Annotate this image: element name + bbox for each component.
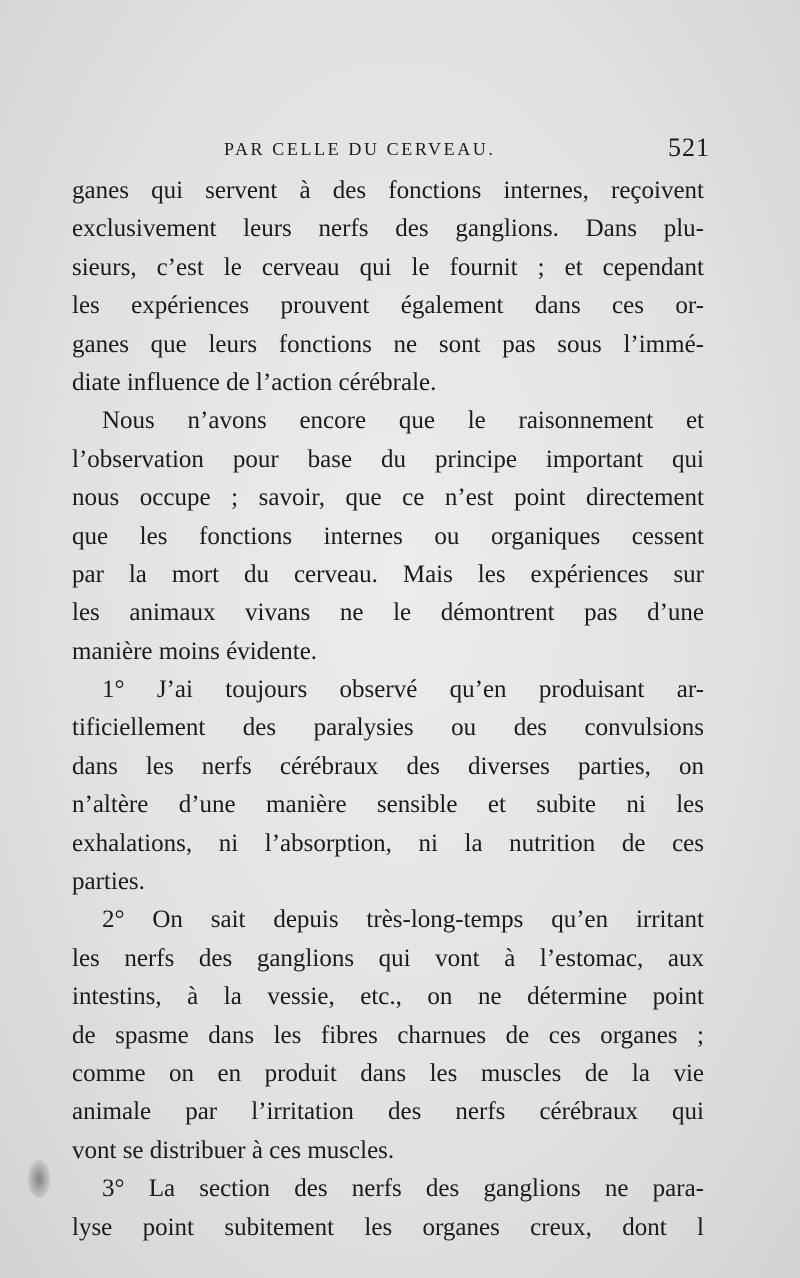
text-line: animale par l’irritation des nerfs cérébraux qui bbox=[72, 1098, 704, 1126]
text-line: ganes que leurs fonctions ne sont pas sous l’immé- bbox=[72, 330, 704, 358]
text-line: 3° La section des nerfs des ganglions ne para- bbox=[102, 1175, 704, 1203]
text-line: exclusivement leurs nerfs des ganglions. Dans plu- bbox=[72, 215, 704, 243]
text-line: les expériences prouvent également dans ces or- bbox=[72, 292, 704, 320]
text-line: les nerfs des ganglions qui vont à l’estomac, aux bbox=[72, 944, 704, 972]
paragraph bbox=[72, 1170, 704, 1247]
paragraph bbox=[72, 671, 704, 901]
text-line: les animaux vivans ne le démontrent pas d’une bbox=[72, 599, 704, 627]
text-line: par la mort du cerveau. Mais les expériences sur bbox=[72, 560, 704, 588]
text-line: ganes qui servent à des fonctions internes, reçoivent bbox=[72, 177, 704, 204]
text-line: intestins, à la vessie, etc., on ne détermine point bbox=[72, 983, 704, 1011]
text-line: dans les nerfs cérébraux des diverses parties, on bbox=[72, 752, 704, 780]
text-line: nous occupe ; savoir, que ce n’est point directement bbox=[72, 484, 704, 512]
text-line: parties. bbox=[72, 868, 145, 896]
ink-smudge bbox=[28, 1160, 50, 1198]
page-number: 521 bbox=[668, 133, 710, 162]
body-text bbox=[72, 172, 704, 1247]
text-line: lyse point subitement les organes creux, dont l bbox=[72, 1213, 704, 1241]
page-header bbox=[74, 133, 710, 167]
text-line: n’altère d’une manière sensible et subite ni les bbox=[72, 791, 704, 819]
text-line: manière moins évidente. bbox=[72, 637, 318, 665]
text-line: que les fonctions internes ou organiques cessent bbox=[72, 522, 704, 550]
text-line: l’observation pour base du principe important qui bbox=[72, 445, 704, 473]
paragraph bbox=[72, 402, 704, 671]
text-line: comme on en produit dans les muscles de la vie bbox=[72, 1059, 704, 1087]
text-line: 1° J’ai toujours observé qu’en produisant ar- bbox=[102, 676, 704, 704]
paragraph bbox=[72, 901, 704, 1170]
text-line: exhalations, ni l’absorption, ni la nutrition de ces bbox=[72, 829, 704, 857]
text-line: vont se distribuer à ces muscles. bbox=[72, 1136, 395, 1164]
text-line: sieurs, c’est le cerveau qui le fournit ; et cependant bbox=[72, 253, 704, 281]
text-line: Nous n’avons encore que le raisonnement et bbox=[102, 407, 704, 435]
text-line: tificiellement des paralysies ou des convulsions bbox=[72, 714, 704, 742]
text-line: diate influence de l’action cérébrale. bbox=[72, 368, 437, 396]
running-title: PAR CELLE DU CERVEAU. bbox=[224, 139, 496, 159]
text-line: 2° On sait depuis très-long-temps qu’en irritant bbox=[102, 906, 704, 934]
paragraph bbox=[72, 172, 704, 402]
text-line: de spasme dans les fibres charnues de ces organes ; bbox=[72, 1021, 704, 1049]
